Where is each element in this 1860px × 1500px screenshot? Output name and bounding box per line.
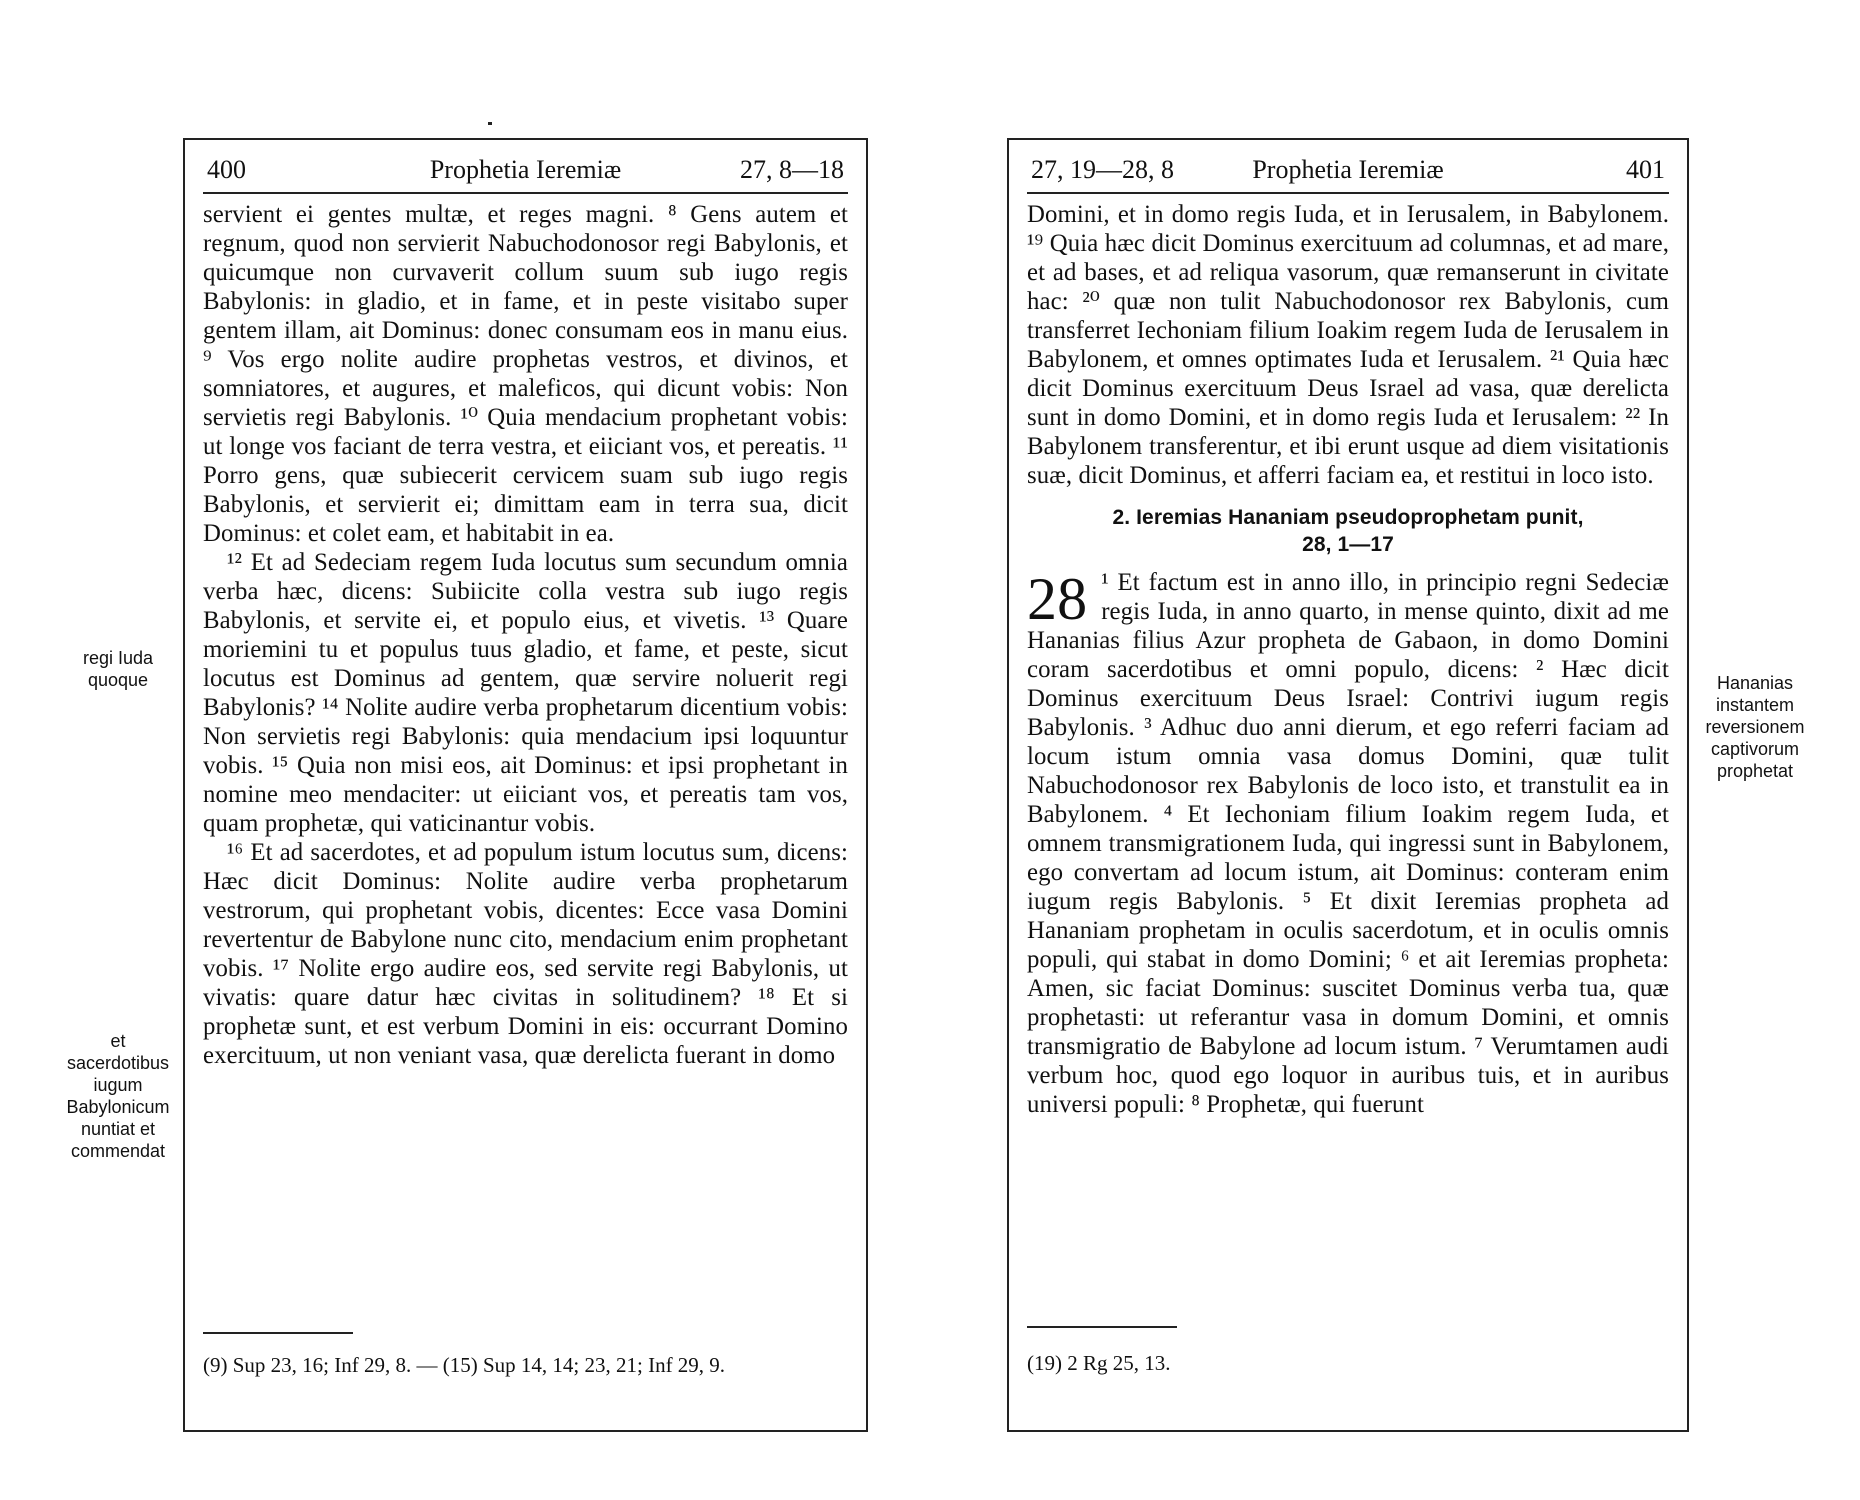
chapter-number: 28 — [1027, 566, 1088, 632]
left-paragraph-3: ¹⁶ Et ad sacerdotes, et ad populum istum locutus sum, dicens: Hæc dicit Dominus: Nolite audire verba prophetarum vestrorum, qui prophetant vobis, dicentes: Ecce vasa Domini revertentur de Babylone nunc cito, mendacium enim prophetant vobis. ¹⁷ Nolite ergo audire eos, sed servite regi Babylonis, ut vivatis: quare datur hæc civitas in solitudinem? ¹⁸ Et si prophetæ sunt, et est verbum Domini in eis: occurrant Domino exercituum, ut non veniant vasa, quæ derelicta fuerant in domo — [203, 839, 848, 1069]
left-running-title: Prophetia Ieremiæ — [429, 155, 622, 184]
left-paragraph-1: servient ei gentes multæ, et reges magni. ⁸ Gens autem et regnum, quod non servierit Nabuchodonosor regi Babylonis, et quicumque non curvaverit collum suum sub iugo regis Babylonis: in gladio, et in fame, et in peste visitabo super gentem illam, ait Dominus: donec consumam eos in manu eius. ⁹ Vos ergo nolite audire prophetas vestros, et divinos, et somniatores, et augures, et maleficos, qui dicunt vobis: Non servietis regi Babylonis. ¹⁰ Quia mendacium prophetant vobis: ut longe vos faciant de terra vestra, et eiiciant vos, et pereatis. ¹¹ Porro gens, quæ subiecerit cervicem suam sub iugo regis Babylonis, et servierit ei; dimittam eam in terra sua, dicit Dominus: et colet eam, et habitabit in ea. — [203, 201, 848, 547]
section-heading — [1027, 504, 1669, 558]
section-range: 28, 1—17 — [1302, 533, 1394, 556]
margin-note-sacerdotibus: et sacerdotibus iugum Babylonicum nuntiat et commendat — [66, 1031, 170, 1161]
right-paragraph-2: ¹ Et factum est in anno illo, in principio regni Sedeciæ regis Iuda, in anno quarto, in mense quinto, dixit ad me Hananias filius Azur propheta de Gabaon, in domo Domini coram sacerdotibus et omni populo, dicens: ² Hæc dicit Dominus exercituum Deus Israel: Contrivi iugum regis Babylonis. ³ Adhuc duo anni dierum, et ego referri faciam ad locum istum omnia vasa domus Domini, quæ tulit Nabuchodonosor rex Babylonis de loco isto, et transtulit ea in Babylonem. ⁴ Et Iechoniam filium Ioakim regem Iuda, et omnem transmigrationem Iuda, qui ingressi sunt in Babylonem, ego convertam ad locum istum, ait Dominus: conteram enim iugum regis Babylonis. ⁵ Et dixit Ieremias propheta ad Hananiam prophetam in oculis sacerdotum, et in oculis omnis populi, qui stabat in domo Domini; ⁶ et ait Ieremias propheta: Amen, sic faciat Dominus: suscitet Dominus verba tua, quæ prophetasti: ut referantur vasa in domum Domini, et omnis transmigratio de Babylone ad locum istum. ⁷ Verumtamen audi verbum hoc, quod ego loquor in auribus tuis, et in auribus universi populi: ⁸ Prophetæ, qui fuerunt — [1027, 569, 1669, 1118]
left-footnote-rule — [203, 1332, 353, 1334]
left-verse-reference: 27, 8—18 — [740, 155, 844, 184]
margin-note-regi-iuda: regi Iuda quoque — [82, 648, 154, 690]
chapter-block — [1027, 568, 1669, 1119]
print-speck — [488, 122, 492, 125]
right-footnote: (19) 2 Rg 25, 13. — [1027, 1351, 1171, 1375]
left-paragraph-2: ¹² Et ad Sedeciam regem Iuda locutus sum secundum omnia verba hæc, dicens: Subiicite colla vestra sub iugo regis Babylonis, et servite ei, et populo eius, et vivetis. ¹³ Quare moriemini tu et populus tuus gladio, et fame, et peste, sicut locutus est Dominus ad gentem, quæ servire noluerit regi Babylonis? ¹⁴ Nolite audire verba prophetarum dicentium vobis: Non servietis regi Babylonis: quia mendacium ipsi loquuntur vobis. ¹⁵ Quia non misi eos, ait Dominus: et ipsi prophetant in nomine meo mendaciter: ut eiiciant vos, et pereatis tam vos, quam prophetæ, qui vaticinantur vobis. — [203, 549, 848, 837]
left-footnote: (9) Sup 23, 16; Inf 29, 8. — (15) Sup 14, 14; 23, 21; Inf 29, 9. — [203, 1353, 726, 1377]
right-paragraph-1: Domini, et in domo regis Iuda, et in Ierusalem, in Babylonem. ¹⁹ Quia hæc dicit Dominus exercituum ad columnas, et ad mare, et ad bases, et ad reliqua vasorum, quæ remanserunt in civitate hac: ²⁰ quæ non tulit Nabuchodonosor rex Babylonis, cum transferret Iechoniam filium Ioakim regem Iuda de Ierusalem in Babylonem, et omnes optimates Iuda et Ierusalem. ²¹ Quia hæc dicit Dominus exercituum Deus Israel ad vasa, quæ derelicta sunt in domo Domini, et in domo regis Iuda et Ierusalem: ²² In Babylonem transferentur, et ibi erunt usque ad diem visitationis suæ, dicit Dominus, et afferri faciam ea, et restitui in loco isto. — [1027, 201, 1669, 489]
right-page-body — [1027, 200, 1669, 1119]
right-page-number: 401 — [1626, 155, 1665, 184]
right-running-title: Prophetia Ieremiæ — [1252, 155, 1444, 184]
left-page-header — [203, 148, 848, 194]
left-page-body — [203, 200, 848, 1070]
right-verse-reference: 27, 19—28, 8 — [1031, 155, 1174, 184]
section-title: 2. Ieremias Hananiam pseudoprophetam punit, — [1112, 506, 1584, 529]
right-footnote-rule — [1027, 1326, 1177, 1328]
right-page — [1007, 138, 1689, 1432]
right-page-header — [1027, 148, 1669, 194]
left-page-number: 400 — [207, 155, 246, 184]
left-page — [183, 138, 868, 1432]
margin-note-hananias: Hananias instantem reversionem captivorum prophetat — [1705, 673, 1805, 781]
